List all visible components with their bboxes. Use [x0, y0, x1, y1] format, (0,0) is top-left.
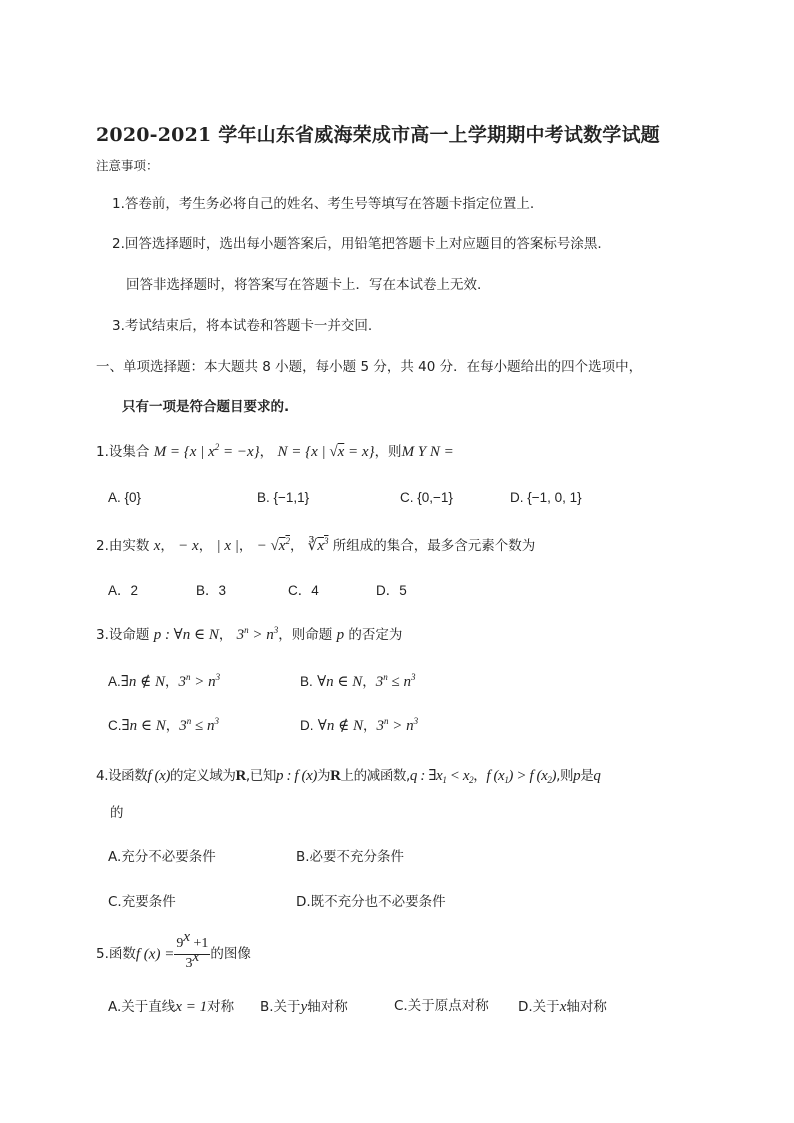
q1-option-a: A. {0} [108, 490, 142, 505]
q5-option-c: C.关于原点对称 [394, 998, 489, 1014]
page-title: 2020-2021 学年山东省威海荣成市高一上学期期中考试数学试题 [96, 124, 660, 146]
q5-option-b: B.关于y轴对称 [260, 999, 348, 1015]
question-1: 1.设集合 M = {x | $x^2 = -x$}， N = {x | √x = x}，则M Y N = [96, 442, 454, 460]
q1-option-d: D. {−1, 0, 1} [510, 490, 582, 505]
q2-option-b: B．3 [196, 583, 227, 598]
q3-option-a: A.∃n ∉ N，$3^n > n^3$ [108, 672, 221, 690]
notice-item-1: 1.答卷前，考生务必将自己的姓名、考生号等填写在答题卡指定位置上. [112, 196, 535, 212]
q2-option-d: D．5 [376, 583, 407, 598]
question-4: 4.设函数f (x)的定义域为R,已知p : f (x)为R上的减函数,q : $\exists x_1 < x_2$，f $(x_1) > f$ $(x_2)$,则p是q [96, 768, 601, 785]
q4-option-d: D.既不充分也不必要条件 [296, 894, 446, 910]
section-heading [96, 361, 642, 375]
q1-option-c: C. {0,−1} [400, 490, 453, 505]
question-2: 2.由实数 x， − x， | x |， − $√x^2$， $∛x^3$ 所组成的集合，最多含元素个数为 [96, 536, 536, 554]
notice-item-2: 2.回答选择题时，选出每小题答案后，用铅笔把答题卡上对应题目的答案标号涂黑. [112, 236, 602, 252]
q1-prefix: 1.设集合 [96, 444, 150, 460]
q5-fraction: $\frac{9^x +1}{3^x}$ [176, 929, 209, 971]
q5-option-a: A.关于直线x = 1对称 [108, 999, 235, 1015]
q1-set-m: M = {x | $x^2 = -x$} [153, 442, 260, 460]
q1-option-b: B. {−1,1} [257, 490, 310, 505]
q3-option-d: D. ∀n ∉ N，$3^n > n^3$ [300, 716, 419, 734]
q4-option-b: B.必要不充分条件 [296, 849, 405, 865]
notice-item-2b: 回答非选择题时，将答案写在答题卡上．写在本试卷上无效. [126, 277, 482, 293]
q4-option-a: A.充分不必要条件 [108, 849, 216, 865]
q3-option-b: B. ∀n ∈ N，$3^n \le n^3$ [300, 672, 416, 690]
q1-set-n: N = {x | √x = x} [277, 444, 375, 460]
q3-option-c: C.∃n ∈ N，$3^n \le n^3$ [108, 716, 219, 734]
q4-line2: 的 [110, 805, 124, 821]
notice-item-3: 3.考试结束后，将本试卷和答题卡一并交回. [112, 318, 373, 334]
q1-expr: M Y N = [401, 444, 454, 460]
question-3: 3.设命题 p : ∀n ∈ N， $3^n > n^3$，则命题 p 的否定为 [96, 625, 403, 643]
q2-option-a: A．2 [108, 583, 139, 598]
section-heading-line2: 只有一项是符合题目要求的. [122, 399, 290, 415]
question-5: 5.函数f (x) = $\frac{9^x +1}{3^x}$ 的图像 [96, 929, 251, 971]
q2-option-c: C．4 [288, 583, 319, 598]
q4-option-c: C.充要条件 [108, 894, 176, 910]
notice-heading: 注意事项： [96, 158, 159, 173]
q5-option-d: D.关于x轴对称 [518, 999, 607, 1015]
section-heading-line1: 一、单项选择题：本大题共 8 小题，每小题 5 分，共 40 分．在每小题给出的四个选项中， [96, 359, 643, 375]
